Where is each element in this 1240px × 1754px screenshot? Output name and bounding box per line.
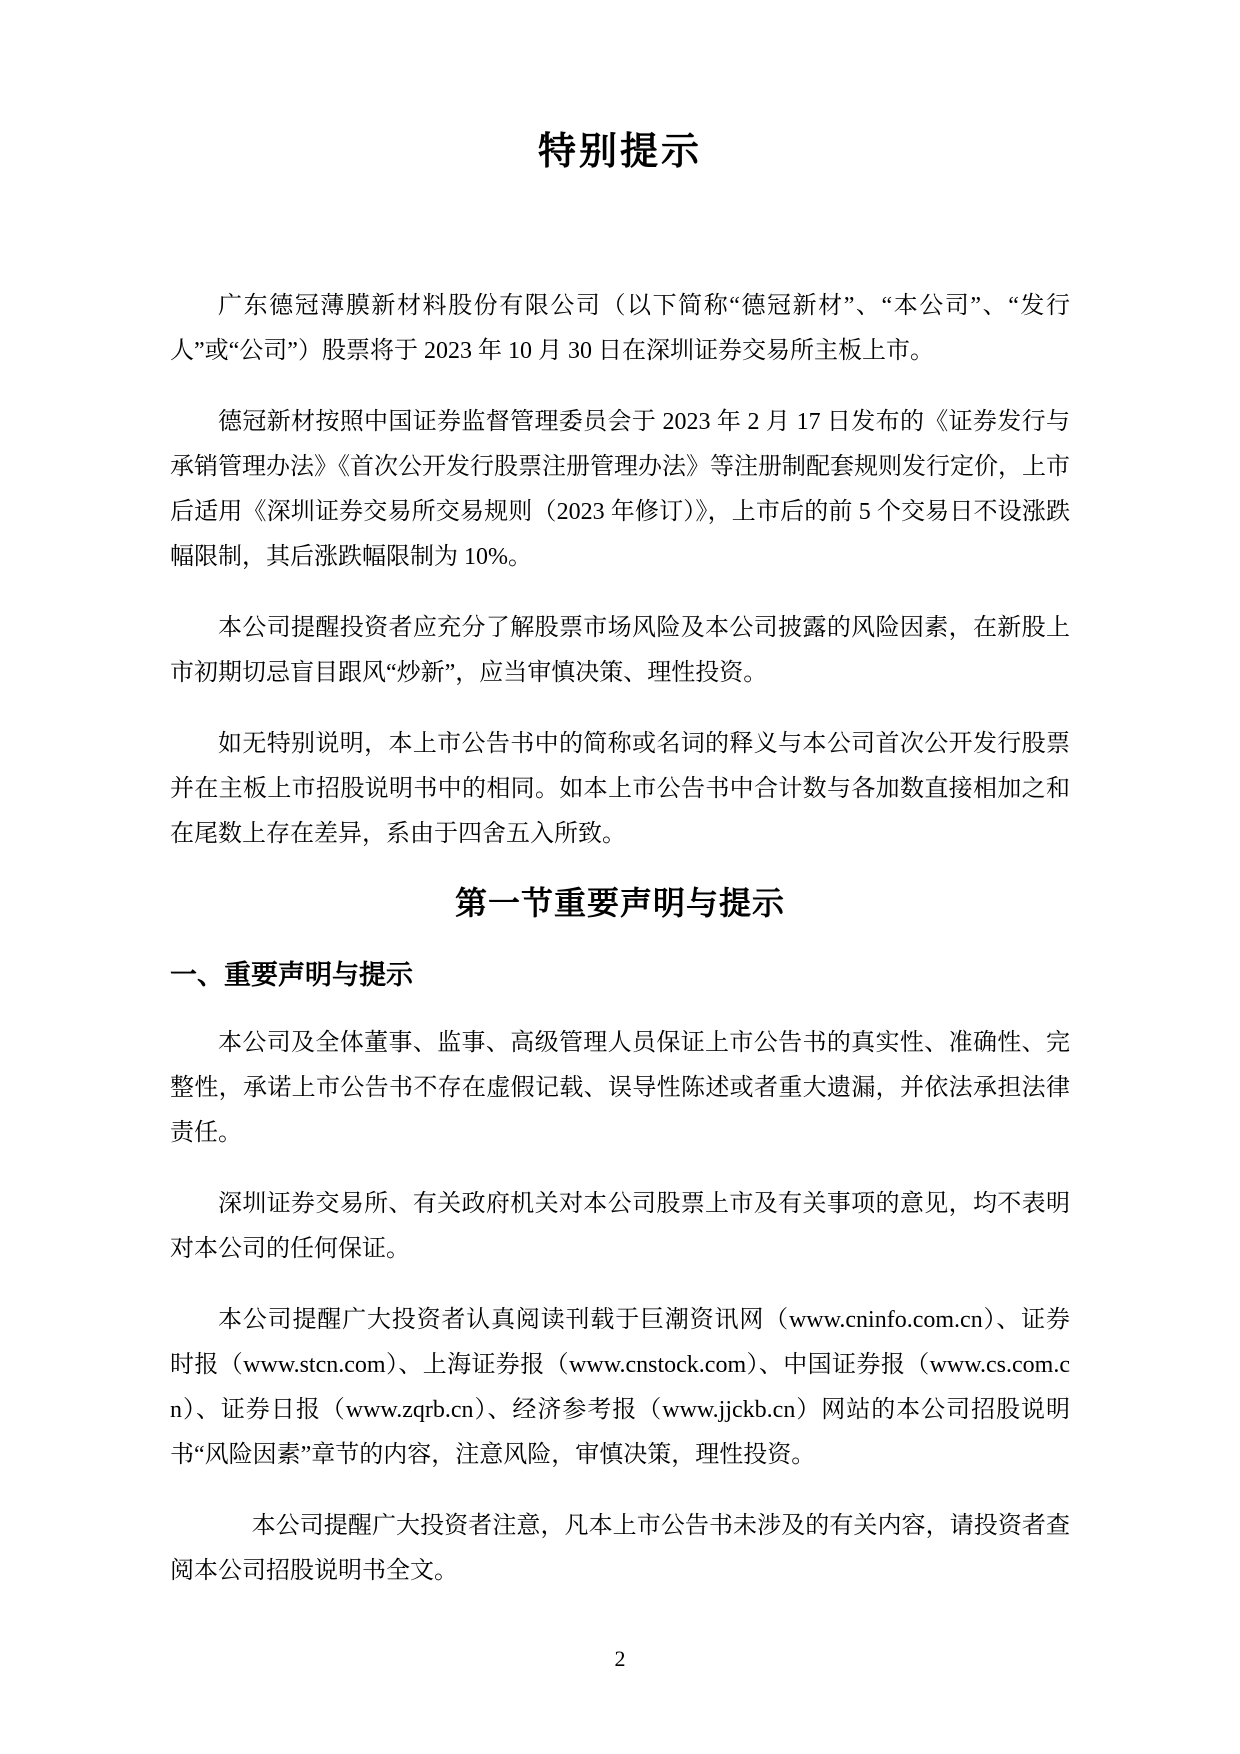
page-number: 2 [614,1646,626,1671]
paragraph-pricing-rules: 德冠新材按照中国证券监督管理委员会于 2023 年 2 月 17 日发布的《证券发行与承销管理办法》《首次公开发行股票注册管理办法》等注册制配套规则发行定价，上市后适用《深圳证券交易所交易规则（2023 年修订）》，上市后的前 5 个交易日不设涨跌幅限制，其后涨跌幅限制为 10%。 [170,408,1070,570]
paragraph-exchange-disclaimer: 深圳证券交易所、有关政府机关对本公司股票上市及有关事项的意见，均不表明对本公司的任何保证。 [170,1191,1070,1263]
subsection-heading: 一、重要声明与提示 [170,960,413,991]
paragraph-definitions-note: 如无特别说明，本上市公告书中的简称或名词的释义与本公司首次公开发行股票并在主板上市招股说明书中的相同。如本上市公告书中合计数与各加数直接相加之和在尾数上存在差异，系由于四舍五入所致。 [170,730,1070,847]
paragraph-risk-warning: 本公司提醒投资者应充分了解股票市场风险及本公司披露的风险因素，在新股上市初期切忌盲目跟风“炒新”，应当审慎决策、理性投资。 [170,614,1070,686]
section-heading: 第一节重要声明与提示 [454,884,785,921]
paragraph-directors-guarantee: 本公司及全体董事、监事、高级管理人员保证上市公告书的真实性、准确性、完整性，承诺上市公告书不存在虚假记载、误导性陈述或者重大遗漏，并依法承担法律责任。 [170,1030,1070,1147]
paragraph-prospectus-websites: 本公司提醒广大投资者认真阅读刊载于巨潮资讯网（www.cninfo.com.cn）、证券时报（www.stcn.com）、上海证券报（www.cnstock.com）、中国证券报（www.cs.com.cn）、证券日报（www.zqrb.cn）、经济参考报（www.jjckb.cn）网站的本公司招股说明书“风险因素”章节的内容，注意风险，审慎决策，理性投资。 [170,1307,1070,1469]
page-title: 特别提示 [537,131,702,173]
paragraph-prospectus-reference: 本公司提醒广大投资者注意，凡本上市公告书未涉及的有关内容，请投资者查阅本公司招股说明书全文。 [170,1513,1070,1585]
paragraph-listing-date: 广东德冠薄膜新材料股份有限公司（以下简称“德冠新材”、“本公司”、“发行人”或“公司”）股票将于 2023 年 10 月 30 日在深圳证券交易所主板上市。 [170,292,1070,364]
